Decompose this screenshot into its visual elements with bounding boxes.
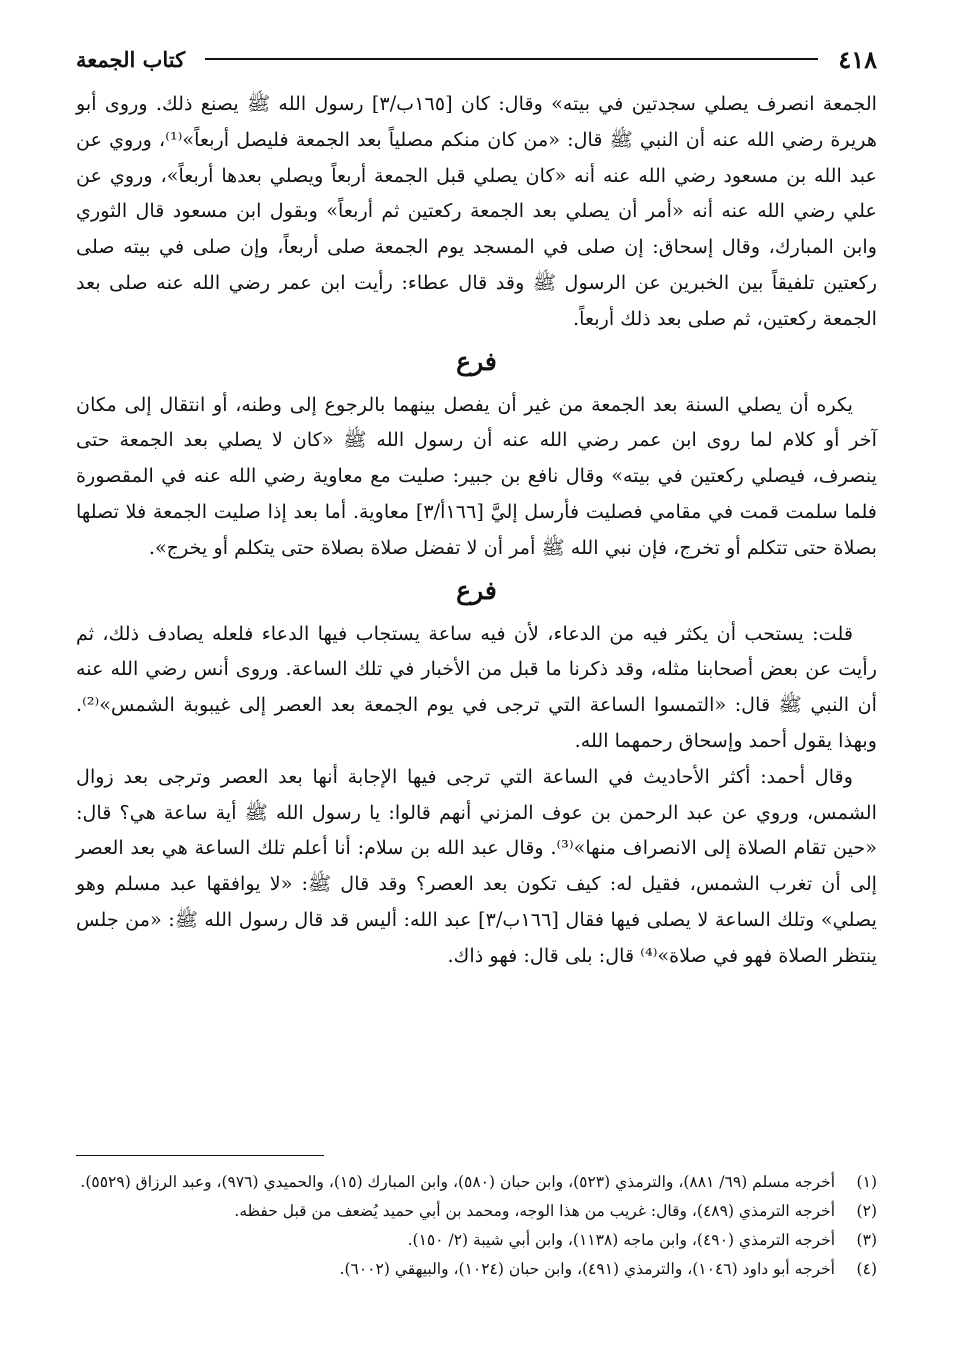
footnote bbox=[76, 1226, 877, 1255]
footnote-text: أخرجه أبو داود (١٠٤٦)، والترمذي (٤٩١)، وابن حبان (١٠٢٤)، والبيهقي (٦٠٠٢). bbox=[339, 1260, 835, 1278]
header-rule bbox=[205, 58, 818, 60]
footnote-number: (٣) bbox=[856, 1231, 877, 1249]
footnote-text: أخرجه الترمذي (٤٩٠)، وابن ماجه (١١٣٨)، وابن أبي شيبة (٢/ ١٥٠). bbox=[407, 1231, 835, 1249]
paragraph: يكره أن يصلي السنة بعد الجمعة من غير أن يفصل بينهما بالرجوع إلى وطنه، أو انتقال إلى مكان آخر أو كلام لما روى ابن عمر رضي الله عنه أن رسول الله ﷺ «كان لا يصلي بعد الجمعة حتى ينصرف، فيصلي ركعتين في بيته» وقال نافع بن جبير: صليت مع معاوية رضي الله عنه في المقصورة فلما سلمت قمت في مقامي فصليت فأرسل إليَّ [١٦٦أ/٣] معاوية. أما بعد إذا صليت الجمعة فلا تصلها بصلاة حتى تتكلم أو تخرج، فإن نبي الله ﷺ أمر أن لا تفضل صلاة بصلاة حتى يتكلم أو يخرج». bbox=[76, 392, 877, 559]
footnote-number: (١) bbox=[856, 1173, 877, 1191]
footnote-number: (٤) bbox=[856, 1260, 877, 1278]
paragraph: وقال أحمد: أكثر الأحاديث في الساعة التي ترجى فيها الإجابة أنها بعد العصر وترجى بعد زوال الشمس، وروي عن عبد الرحمن بن عوف المزني أنهم قالوا: يا رسول الله ﷺ أية ساعة هي؟ قال: «حين تقام الصلاة إلى الانصراف منها»⁽³⁾. وقال عبد الله بن سلام: أنا أعلم تلك الساعة هي بعد العصر إلى أن تغرب الشمس، فقيل له: كيف تكون بعد العصر؟ وقد قال ﷺ: «لا يوافقها عبد مسلم وهو يصلي» وتلك الساعة لا يصلى فيها فقال [١٦٦ب/٣] عبد الله: أليس قد قال رسول الله ﷺ: «من جلس ينتظر الصلاة فهو في صلاة»⁽⁴⁾ قال: بلى قال: فهو ذاك. bbox=[76, 764, 877, 967]
book-title: كتاب الجمعة bbox=[76, 46, 186, 72]
footnotes bbox=[76, 1168, 877, 1284]
footnote-number: (٢) bbox=[856, 1202, 877, 1220]
footnote-text: أخرجه مسلم (٦٩/ ٨٨١)، والترمذي (٥٢٣)، وابن حبان (٥٨٠)، وابن المبارك (١٥)، والحميدي (٩٧٦)، وعبد الرزاق (٥٥٢٩). bbox=[80, 1173, 835, 1191]
page-number: ٤١٨ bbox=[838, 44, 877, 74]
footnote-text: أخرجه الترمذي (٤٨٩)، وقال: غريب من هذا الوجه، ومحمد بن أبي حميد يُضعف من قبل حفظه. bbox=[234, 1202, 835, 1220]
paragraph: قلت: يستحب أن يكثر فيه من الدعاء، لأن فيه ساعة يستجاب فيها الدعاء فلعله يصادف ذلك، ثم رأيت عن بعض أصحابنا مثله، وقد ذكرنا ما قبل من الأخبار في تلك الساعة. وروى أنس رضي الله عنه أن النبي ﷺ قال: «التمسوا الساعة التي ترجى في يوم الجمعة بعد العصر إلى غيبوبة الشمس»⁽²⁾. وبهذا يقول أحمد وإسحاق رحمهما الله. bbox=[76, 621, 877, 752]
paragraph: الجمعة انصرف يصلي سجدتين في بيته» وقال: كان [١٦٥ب/٣] رسول الله ﷺ يصنع ذلك. وروى أبو هريرة رضي الله عنه أن النبي ﷺ قال: «من كان منكم مصلياً بعد الجمعة فليصل أربعاً»⁽¹⁾، وروي عن عبد الله بن مسعود رضي الله عنه أنه «كان يصلي قبل الجمعة أربعاً ويصلي بعدها أربعاً»، وروي عن علي رضي الله عنه أنه «أمر أن يصلي بعد الجمعة ركعتين ثم أربعاً» وبقول ابن مسعود قال الثوري وابن المبارك، وقال إسحاق: إن صلى في المسجد يوم الجمعة صلى أربعاً، وإن صلى في بيته صلى ركعتين تلفيقاً بين الخبرين عن الرسول ﷺ وقد قال عطاء: رأيت ابن عمر رضي الله عنه صلى بعد الجمعة ركعتين، ثم صلى بعد ذلك أربعاً. bbox=[76, 92, 877, 330]
section-heading: فرع bbox=[456, 575, 497, 605]
main-text bbox=[76, 86, 877, 974]
footnote bbox=[76, 1168, 877, 1197]
footnote bbox=[76, 1197, 877, 1226]
section-heading: فرع bbox=[456, 346, 497, 376]
page-header bbox=[76, 42, 877, 76]
footnote bbox=[76, 1255, 877, 1284]
footnote-divider bbox=[76, 1155, 324, 1156]
